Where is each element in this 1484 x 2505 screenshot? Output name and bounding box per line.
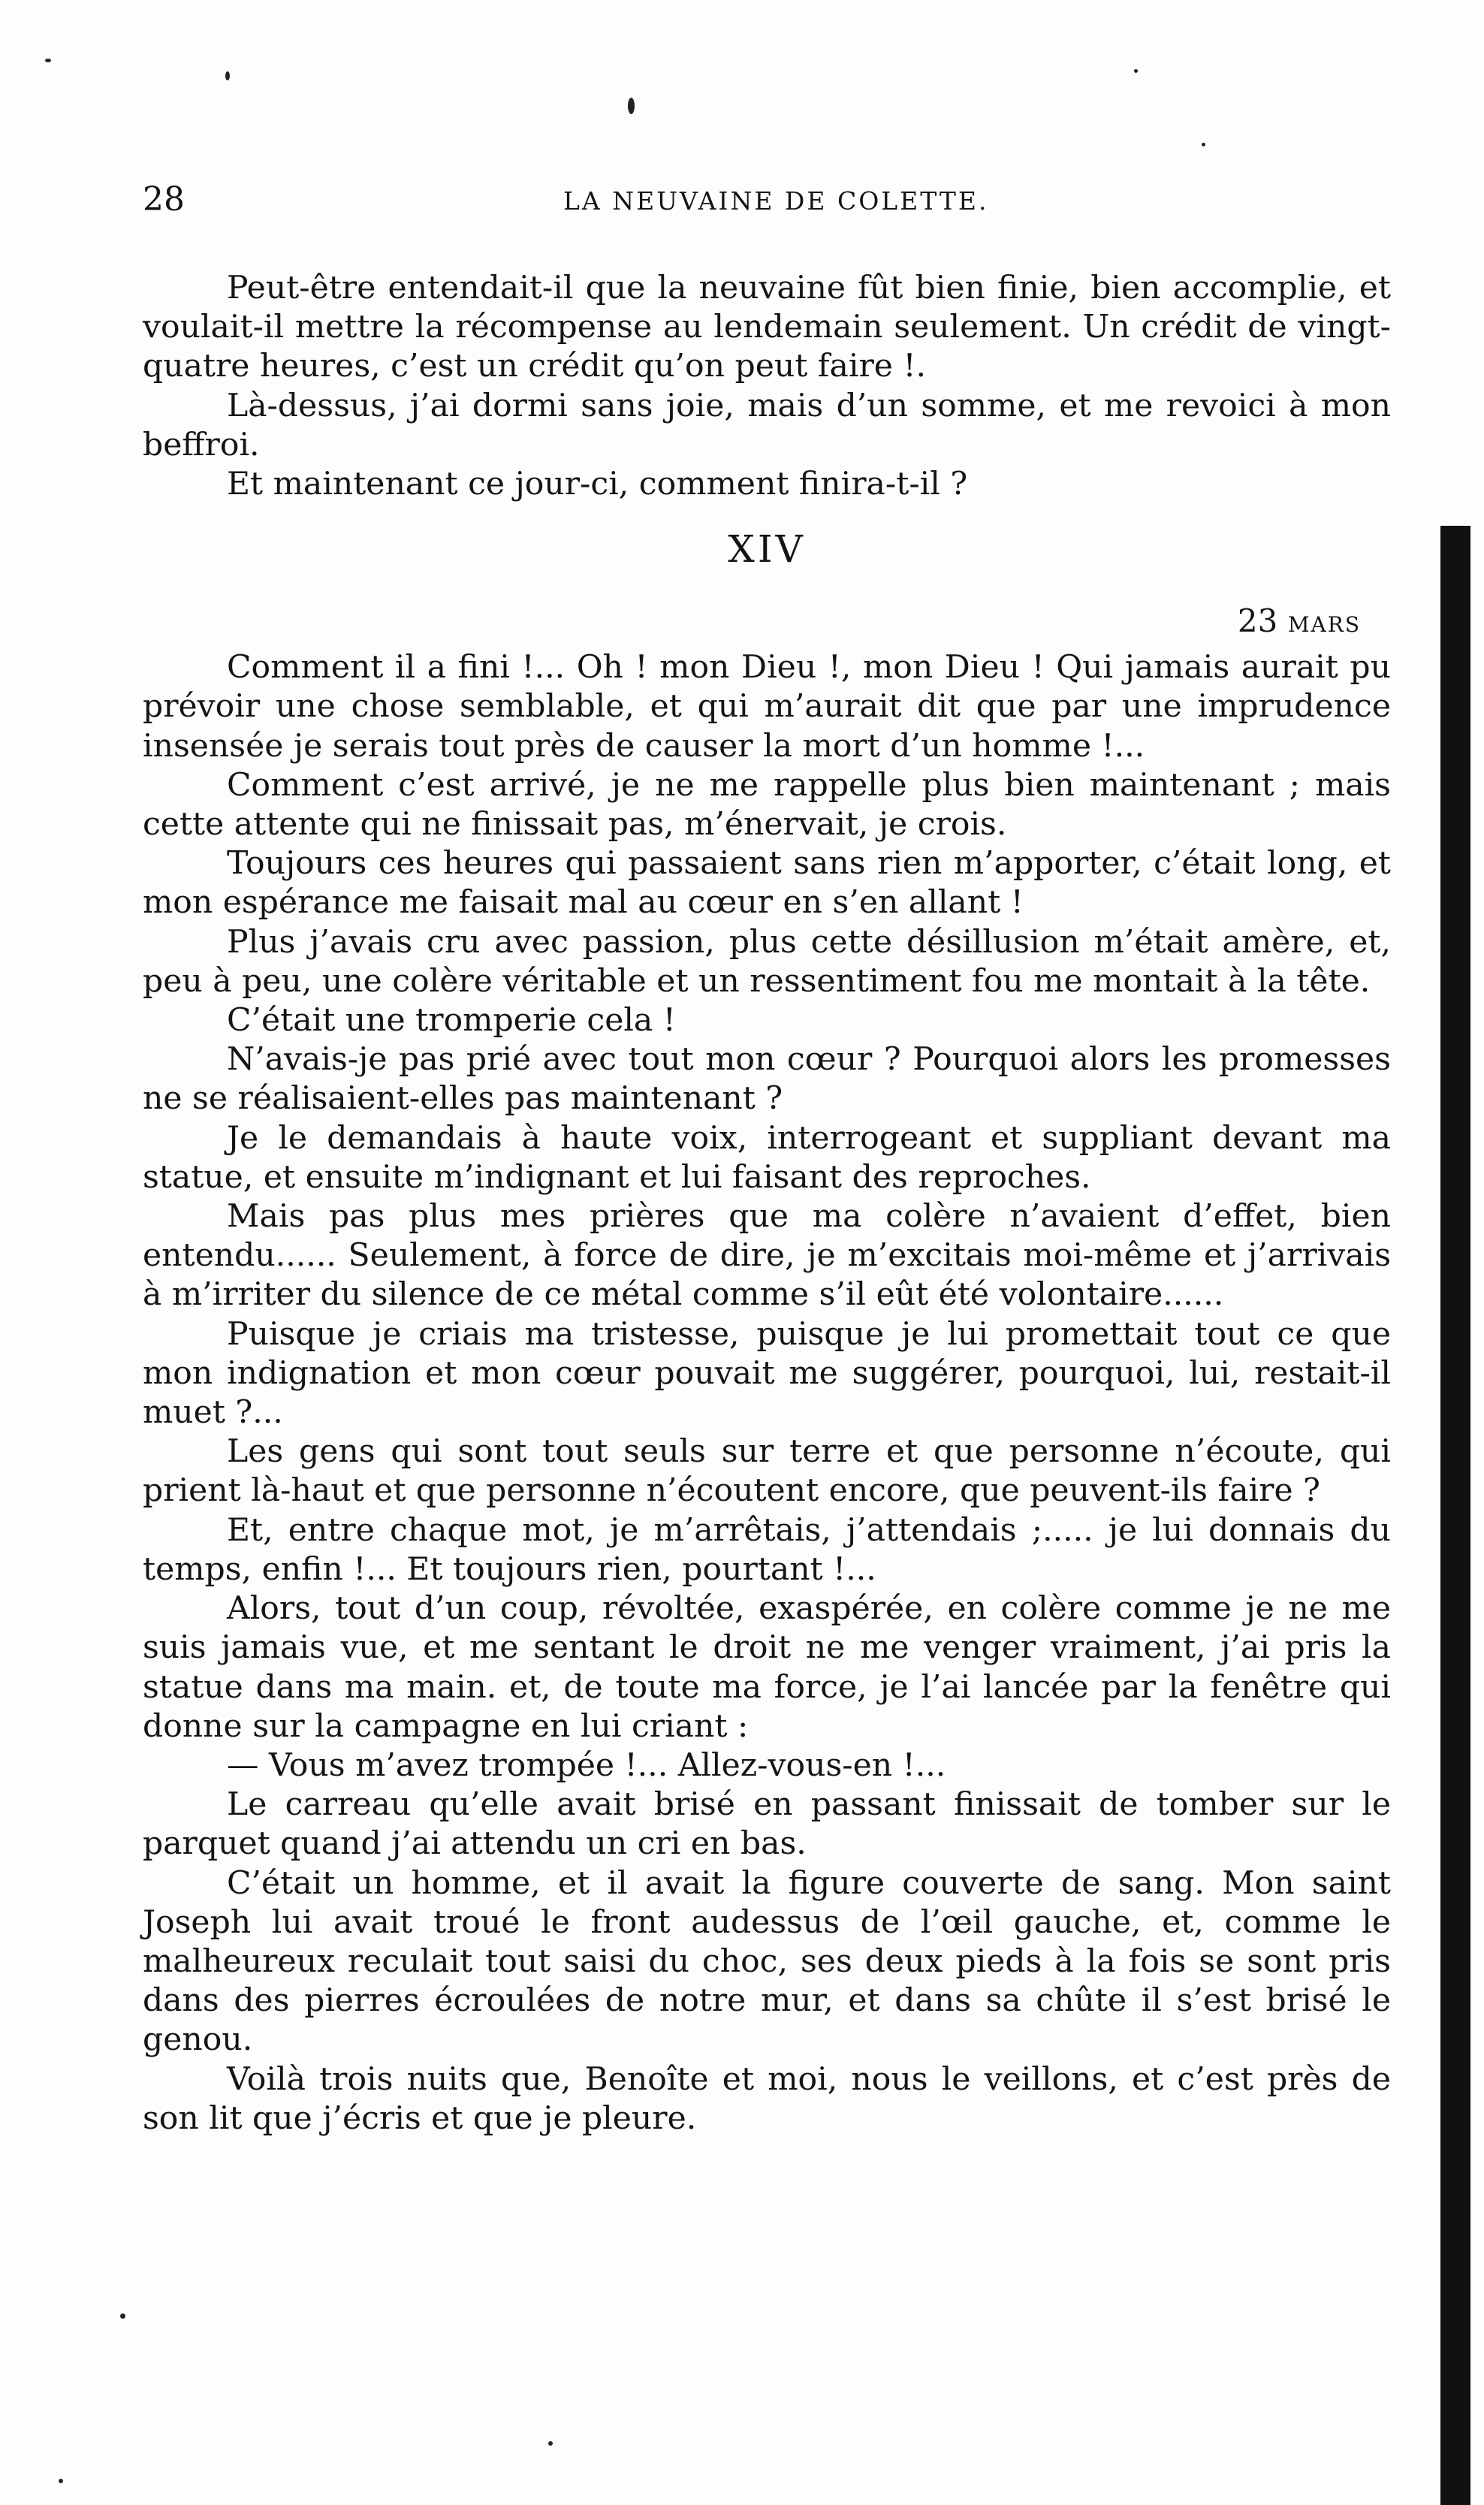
date-month: MARS [1287, 612, 1361, 638]
paragraph: Toujours ces heures qui passaient sans rien m’apporter, c’était long, et mon espérance me faisait mal au cœur en s’en allant ! [143, 845, 1391, 922]
scan-edge-bar [1440, 526, 1470, 2505]
page-number: 28 [143, 180, 185, 219]
paragraph: Et, entre chaque mot, je m’arrêtais, j’attendais ;..... je lui donnais du temps, enfin !... Et toujours rien, pourtant !... [143, 1511, 1391, 1588]
chapter-heading: XIV [728, 527, 806, 572]
scan-speck [1134, 69, 1138, 73]
body-text [143, 269, 1391, 2138]
scan-speck [225, 71, 230, 80]
scan-speck [59, 2479, 63, 2483]
scan-speck [45, 59, 51, 62]
scan-speck [548, 2441, 553, 2446]
date-day: 23 [1237, 602, 1278, 640]
paragraph: Je le demandais à haute voix, interrogeant et suppliant devant ma statue, et ensuite m’indignant et lui faisant des reproches. [143, 1119, 1391, 1196]
paragraph: Alors, tout d’un coup, révoltée, exaspérée, en colère comme je ne me suis jamais vue, et me sentant le droit ne me venger vraiment, j’ai pris la statue dans ma main. et, de toute ma force, je l’ai lancée par la fenêtre qui donne sur la campagne en lui criant : [143, 1590, 1391, 1745]
paragraph: — Vous m’avez trompée !... Allez-vous-en !... [227, 1746, 946, 1784]
paragraph: Là-dessus, j’ai dormi sans joie, mais d’un somme, et me revoici à mon beffroi. [143, 387, 1391, 463]
date-line [143, 594, 1391, 648]
paragraph: Le carreau qu’elle avait brisé en passant finissait de tomber sur le parquet quand j’ai attendu un cri en bas. [143, 1786, 1391, 1863]
paragraph: N’avais-je pas prié avec tout mon cœur ? Pourquoi alors les promesses ne se réalisaient-elles pas maintenant ? [143, 1041, 1391, 1118]
scan-speck [1202, 143, 1205, 146]
paragraph: Peut-être entendait-il que la neuvaine fût bien finie, bien accomplie, et voulait-il mettre la récompense au lendemain seulement. Un crédit de vingt-quatre heures, c’est un crédit qu’on peut faire !. [143, 270, 1391, 385]
paragraph: Comment c’est arrivé, je ne me rappelle plus bien maintenant ; mais cette attente qui ne finissait pas, m’énervait, je crois. [143, 766, 1391, 844]
scan-speck [628, 98, 635, 114]
paragraph: Voilà trois nuits que, Benoîte et moi, nous le veillons, et c’est près de son lit que j’écris et que je pleure. [143, 2060, 1391, 2137]
paragraph: C’était une tromperie cela ! [227, 1002, 676, 1040]
paragraph: Mais pas plus mes prières que ma colère n’avaient d’effet, bien entendu...... Seulement, à force de dire, je m’excitais moi-même et j’arrivais à m’irriter du silence de ce métal comme s’il eût été volontaire...... [143, 1198, 1391, 1314]
paragraph: Les gens qui sont tout seuls sur terre et que personne n’écoute, qui prient là-haut et que personne n’écoutent encore, que peuvent-ils faire ? [143, 1433, 1391, 1510]
paragraph: Et maintenant ce jour-ci, comment finira-t-il ? [227, 466, 968, 503]
paragraph: Plus j’avais cru avec passion, plus cette désillusion m’était amère, et, peu à peu, une colère véritable et un ressentiment fou me montait à la tête. [143, 923, 1391, 1000]
paragraph: Puisque je criais ma tristesse, puisque je lui promettait tout ce que mon indignation et mon cœur pouvait me suggérer, pourquoi, lui, restait-il muet ?... [143, 1315, 1391, 1432]
scan-speck [120, 2313, 125, 2319]
paragraph: Comment il a fini !... Oh ! mon Dieu !, mon Dieu ! Qui jamais aurait pu prévoir une chose semblable, et qui m’aurait dit que par une imprudence insensée je serais tout près de causer la mort d’un homme !... [143, 649, 1391, 765]
page-header [143, 180, 1359, 225]
running-title: LA NEUVAINE DE COLETTE. [563, 186, 989, 216]
paragraph: C’était un homme, et il avait la figure couverte de sang. Mon saint Joseph lui avait troué le front audessus de l’œil gauche, et, comme le malheureux reculait tout saisi du choc, ses deux pieds à la fois se sont pris dans des pierres écroulées de notre mur, et dans sa chûte il s’est brisé le genou. [143, 1864, 1391, 2059]
